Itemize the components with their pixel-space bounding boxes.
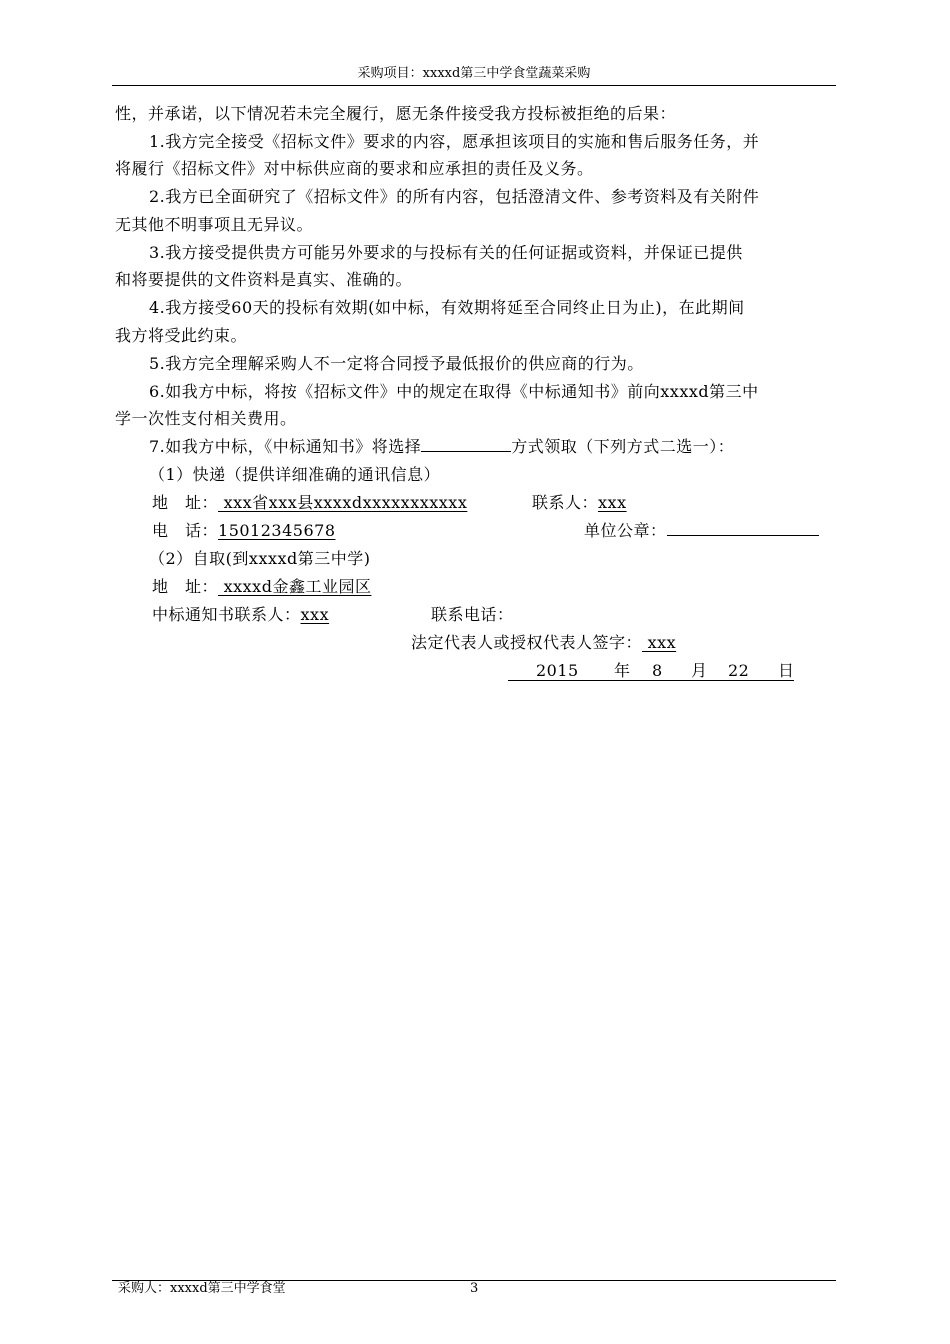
header-divider (112, 85, 836, 86)
notice-contact-row (152, 603, 367, 627)
address2-value: xxxxd金鑫工业园区 (218, 577, 372, 596)
notice-contact-label: 中标通知书联系人： (152, 605, 301, 624)
address2-row (152, 575, 371, 599)
seal-blank[interactable] (667, 519, 819, 536)
contact-value: xxx (598, 493, 627, 512)
date-month: 8 (652, 661, 663, 680)
item-1-line-2: 将履行《招标文件》对中标供应商的要求和应承担的责任及义务。 (115, 159, 594, 178)
address-value: xxx省xxx县xxxxdxxxxxxxxxxx (218, 493, 468, 512)
notice-phone-label: 联系电话： (431, 605, 514, 624)
page-header: 采购项目：xxxxd第三中学食堂蔬菜采购 (357, 66, 591, 81)
address-label: 地 址： (152, 493, 219, 512)
phone-label: 电 话： (152, 521, 219, 540)
phone-row (152, 519, 336, 543)
notice-contact-value: xxx (300, 605, 330, 624)
seal-label: 单位公章： (584, 521, 667, 540)
item-6-line-1: 6.如我方中标，将按《招标文件》中的规定在取得《中标通知书》前向xxxxd第三中 (149, 382, 759, 401)
item-1-line-1: 1.我方完全接受《招标文件》要求的内容，愿承担该项目的实施和售后服务任务，并 (149, 132, 760, 151)
date-year-unit: 年 (614, 661, 631, 680)
item-2-line-2: 无其他不明事项且无异议。 (115, 215, 314, 234)
delivery-method-blank[interactable] (421, 435, 511, 452)
item-7-prefix: 7.如我方中标，《中标通知书》将选择 (149, 437, 422, 456)
item-4-line-1: 4.我方接受60天的投标有效期(如中标，有效期将延至合同终止日为止)，在此期间 (149, 298, 745, 317)
contact-row (532, 491, 788, 515)
address2-label: 地 址： (152, 577, 219, 596)
option-express: （1）快递（提供详细准确的通讯信息） (149, 465, 441, 484)
signature-label: 法定代表人或授权代表人签字： (411, 633, 643, 652)
option-self-pickup: （2）自取(到xxxxd第三中学) (149, 549, 371, 568)
signature-row (411, 631, 676, 655)
date-month-unit: 月 (691, 661, 708, 680)
item-5: 5.我方完全理解采购人不一定将合同授予最低报价的供应商的行为。 (149, 354, 644, 373)
contact-label: 联系人： (532, 493, 599, 512)
intro-line: 性，并承诺，以下情况若未完全履行，愿无条件接受我方投标被拒绝的后果： (115, 104, 677, 123)
date-day: 22 (728, 661, 750, 680)
date-year: 2015 (536, 661, 579, 680)
seal-row (584, 519, 819, 543)
item-2-line-1: 2.我方已全面研究了《招标文件》的所有内容，包括澄清文件、参考资料及有关附件 (149, 187, 760, 206)
item-7 (149, 435, 734, 459)
signature-value: xxx (642, 633, 677, 652)
item-3-line-1: 3.我方接受提供贵方可能另外要求的与投标有关的任何证据或资料，并保证已提供 (149, 243, 743, 262)
address-row (152, 491, 467, 515)
footer-purchaser: 采购人：xxxxd第三中学食堂 (118, 1281, 286, 1296)
phone-value: 15012345678 (218, 521, 336, 540)
item-6-line-2: 学一次性支付相关费用。 (115, 409, 297, 428)
page-number: 3 (470, 1281, 479, 1296)
date-day-unit: 日 (778, 661, 795, 680)
date-row (508, 659, 794, 683)
item-3-line-2: 和将要提供的文件资料是真实、准确的。 (115, 270, 413, 289)
item-7-suffix: 方式领取（下列方式二选一）： (511, 437, 735, 456)
item-4-line-2: 我方将受此约束。 (115, 326, 248, 345)
